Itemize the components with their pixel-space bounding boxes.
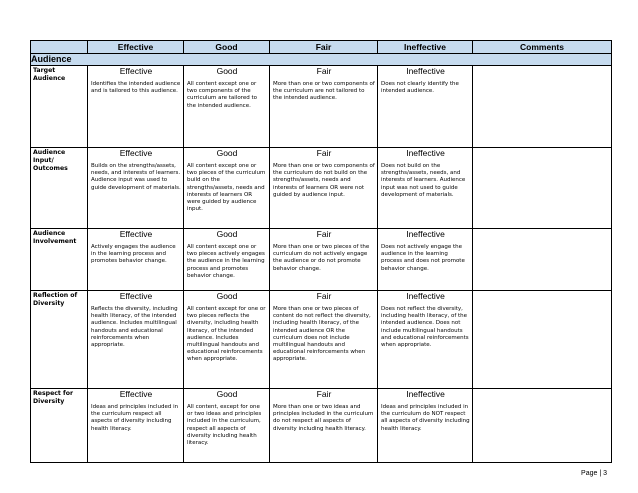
header-row: [31, 41, 612, 54]
good-cell: [184, 389, 270, 463]
comments-cell[interactable]: [473, 229, 612, 291]
rating-label: Good: [216, 148, 238, 158]
criteria-text: All content except for one or two pieces reflects the diversity, including health literacy, of the intended audience. Includes multilingual handouts and educational reinforcements when appropriate.: [187, 306, 266, 363]
section-title: Audience: [31, 54, 612, 66]
header-comments: Comments: [473, 41, 612, 54]
rating-label: Fair: [316, 291, 332, 301]
table-row: [31, 291, 612, 389]
rating-label: Fair: [316, 389, 332, 399]
criteria-text: More than one or two components of the curriculum are not tailored to the intended audience.: [273, 81, 375, 102]
criteria-text: More than one or two ideas and principles included in the curriculum do not respect all aspects of diversity including health literacy.: [273, 404, 374, 432]
criteria-text: All content except one or two pieces of the curriculum build on the strengths/assets, needs and interests of learners OR were guided by audience input.: [187, 163, 266, 213]
good-cell: [184, 148, 270, 229]
criteria-text: Ideas and principles included in the curriculum do NOT respect all aspects of diversity including health literacy.: [381, 404, 470, 432]
rating-label: Ineffective: [406, 229, 445, 239]
section-row: [31, 54, 612, 66]
comments-cell[interactable]: [473, 148, 612, 229]
criteria-text: Does not reflect the diversity, including health literacy, of the intended audience. Does not include multilingual handouts and educational reinforcements when appropriate.: [381, 306, 469, 349]
criteria-text: Identifies the intended audience and is tailored to this audience.: [91, 81, 181, 95]
fair-cell: [270, 66, 378, 148]
fair-cell: [270, 229, 378, 291]
good-cell: [184, 66, 270, 148]
row-label: Audience Involvement: [31, 229, 88, 291]
criteria-text: Ideas and principles included in the curriculum respect all aspects of diversity including health literacy.: [91, 404, 179, 432]
header-blank: [31, 41, 88, 54]
rating-label: Effective: [119, 389, 153, 399]
table-row: [31, 148, 612, 229]
rating-label: Good: [216, 291, 238, 301]
effective-cell: [88, 389, 184, 463]
effective-cell: [88, 66, 184, 148]
comments-cell[interactable]: [473, 66, 612, 148]
fair-cell: [270, 389, 378, 463]
header-fair: Fair: [270, 41, 378, 54]
rating-label: Ineffective: [406, 66, 445, 76]
criteria-text: Actively engages the audience in the learning process and promotes behavior change.: [91, 244, 176, 265]
table-row: [31, 66, 612, 148]
comments-cell[interactable]: [473, 389, 612, 463]
rating-label: Effective: [119, 148, 153, 158]
criteria-text: More than one or two components of the curriculum do not build on the strengths/assets, needs and interests of learners OR were not guided by audience input.: [273, 163, 375, 198]
criteria-text: Reflects the diversity, including health literacy, of the intended audience. Includes multilingual handouts and educational reinforcements when appropriate.: [91, 306, 178, 349]
ineffective-cell: [378, 291, 473, 389]
criteria-text: More than one or two pieces of content do not reflect the diversity, including health literacy, of the intended audience OR the curriculum does not include multilingual handouts and educational reinforcements when appropriate.: [273, 306, 371, 363]
criteria-text: Does not actively engage the audience in the learning process and does not promote behavior change.: [381, 244, 465, 272]
rating-label: Good: [216, 229, 238, 239]
rubric-table: [30, 40, 612, 463]
good-cell: [184, 229, 270, 291]
good-cell: [184, 291, 270, 389]
ineffective-cell: [378, 148, 473, 229]
ineffective-cell: [378, 229, 473, 291]
criteria-text: Does not build on the strengths/assets, needs, and interests of learners. Audience input was not used to guide development of materials.: [381, 163, 466, 198]
criteria-text: More than one or two pieces of the curriculum do not actively engage the audience or do not promote behavior change.: [273, 244, 370, 272]
row-label: Target Audience: [31, 66, 88, 148]
ineffective-cell: [378, 66, 473, 148]
rating-label: Ineffective: [406, 389, 445, 399]
ineffective-cell: [378, 389, 473, 463]
criteria-text: All content, except for one or two ideas and principles included in the curriculum, respect all aspects of diversity including health literacy.: [187, 404, 262, 447]
rating-label: Effective: [119, 229, 153, 239]
rating-label: Fair: [316, 148, 332, 158]
row-label: Audience Input/ Outcomes: [31, 148, 88, 229]
effective-cell: [88, 229, 184, 291]
rating-label: Good: [216, 66, 238, 76]
rating-label: Fair: [316, 66, 332, 76]
header-ineffective: Ineffective: [378, 41, 473, 54]
header-effective: Effective: [88, 41, 184, 54]
criteria-text: All content except one or two components of the curriculum are tailored to the intended audience.: [187, 81, 257, 109]
rating-label: Good: [216, 389, 238, 399]
comments-cell[interactable]: [473, 291, 612, 389]
row-label: Reflection of Diversity: [31, 291, 88, 389]
criteria-text: All content except one or two pieces actively engages the audience in the learning process and promotes behavior change.: [187, 244, 265, 279]
effective-cell: [88, 148, 184, 229]
header-good: Good: [184, 41, 270, 54]
rating-label: Ineffective: [406, 291, 445, 301]
table-row: [31, 389, 612, 463]
rating-label: Effective: [119, 66, 153, 76]
row-label: Respect for Diversity: [31, 389, 88, 463]
rating-label: Fair: [316, 229, 332, 239]
rating-label: Ineffective: [406, 148, 445, 158]
fair-cell: [270, 291, 378, 389]
effective-cell: [88, 291, 184, 389]
page-number: Page | 3: [581, 470, 607, 477]
criteria-text: Does not clearly identify the intended audience.: [381, 81, 459, 95]
table-row: [31, 229, 612, 291]
rating-label: Effective: [119, 291, 153, 301]
criteria-text: Builds on the strengths/assets, needs, and interests of learners. Audience input was used to guide development of materials.: [91, 163, 181, 191]
fair-cell: [270, 148, 378, 229]
